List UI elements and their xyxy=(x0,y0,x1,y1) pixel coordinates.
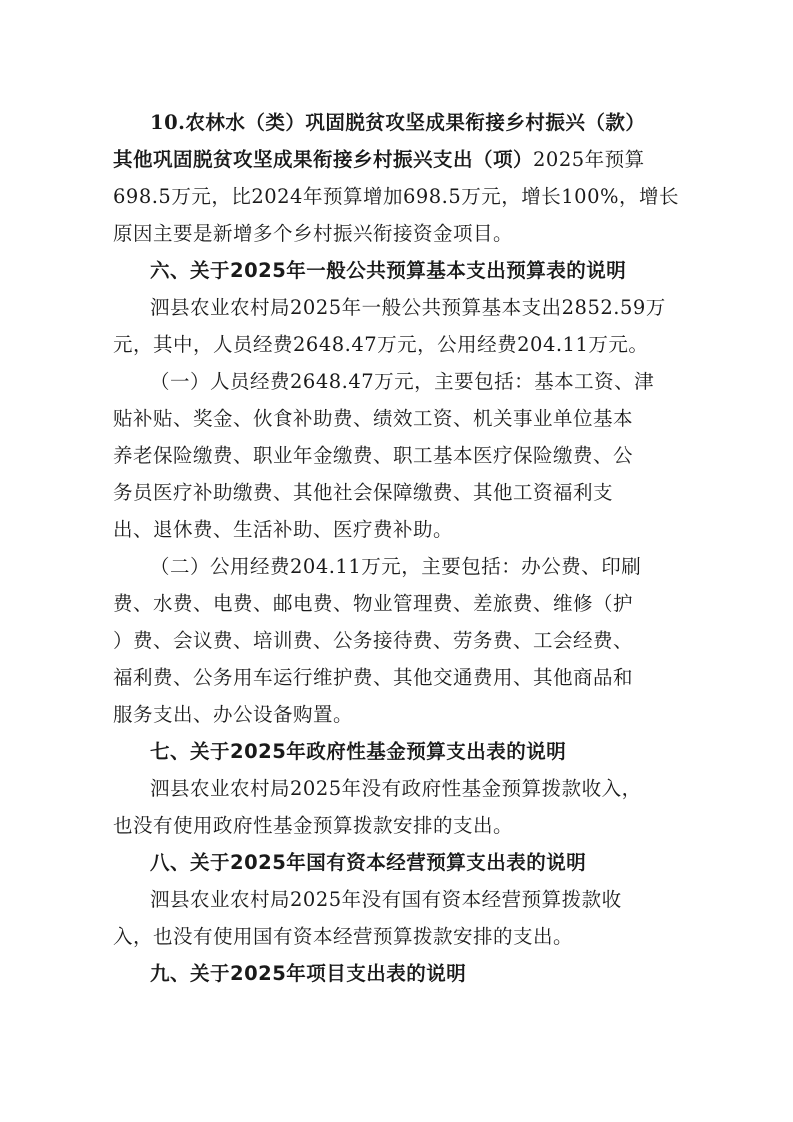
public-expense-line-3: ）费、会议费、培训费、公务接待费、劳务费、工会经费、 xyxy=(113,629,634,652)
section-8-line-2: 入，也没有使用国有资本经营预算拨款安排的支出。 xyxy=(113,925,574,948)
public-expense-line-4: 福利费、公务用车运行维护费、其他交通费用、其他商品和 xyxy=(113,666,634,689)
personnel-expense-line-1: （一）人员经费2648.47万元，主要包括：基本工资、津 xyxy=(150,370,655,393)
section-6-paragraph-1-line-1: 泗县农业农村局2025年一般公共预算基本支出2852.59万 xyxy=(150,296,666,319)
section-6-paragraph-1-line-2: 元，其中，人员经费2648.47万元，公用经费204.11万元。 xyxy=(113,333,649,356)
section-10-budget-lead: 2025年预算 xyxy=(533,148,645,171)
section-10-text-line-4: 原因主要是新增多个乡村振兴衔接资金项目。 xyxy=(113,222,514,245)
section-8-heading: 八、关于2025年国有资本经营预算支出表的说明 xyxy=(150,851,587,874)
document-page xyxy=(113,104,680,992)
personnel-expense-line-3: 养老保险缴费、职业年金缴费、职工基本医疗保险缴费、公 xyxy=(113,444,634,467)
section-10-title-line-2 xyxy=(113,141,673,178)
personnel-expense-line-4: 务员医疗补助缴费、其他社会保障缴费、其他工资福利支 xyxy=(113,481,614,504)
section-8-line-1: 泗县农业农村局2025年没有国有资本经营预算拨款收 xyxy=(150,888,622,911)
public-expense-line-5: 服务支出、办公设备购置。 xyxy=(113,703,354,726)
section-10-item-name: 其他巩固脱贫攻坚成果衔接乡村振兴支出（项） xyxy=(113,148,534,171)
section-10-title-line-1: 10.农林水（类）巩固脱贫攻坚成果衔接乡村振兴（款） xyxy=(150,111,646,134)
public-expense-line-1: （二）公用经费204.11万元，主要包括：办公费、印刷 xyxy=(150,555,642,578)
section-9-heading: 九、关于2025年项目支出表的说明 xyxy=(150,962,467,985)
personnel-expense-line-5: 出、退休费、生活补助、医疗费补助。 xyxy=(113,518,454,541)
section-7-line-2: 也没有使用政府性基金预算拨款安排的支出。 xyxy=(113,814,514,837)
public-expense-line-2: 费、水费、电费、邮电费、物业管理费、差旅费、维修（护 xyxy=(113,592,634,615)
section-7-heading: 七、关于2025年政府性基金预算支出表的说明 xyxy=(150,740,567,763)
section-7-line-1: 泗县农业农村局2025年没有政府性基金预算拨款收入， xyxy=(150,777,642,800)
personnel-expense-line-2: 贴补贴、奖金、伙食补助费、绩效工资、机关事业单位基本 xyxy=(113,407,634,430)
section-6-heading: 六、关于2025年一般公共预算基本支出预算表的说明 xyxy=(150,259,627,282)
section-10-text-line-3: 698.5万元，比2024年预算增加698.5万元，增长100%，增长 xyxy=(113,185,680,208)
